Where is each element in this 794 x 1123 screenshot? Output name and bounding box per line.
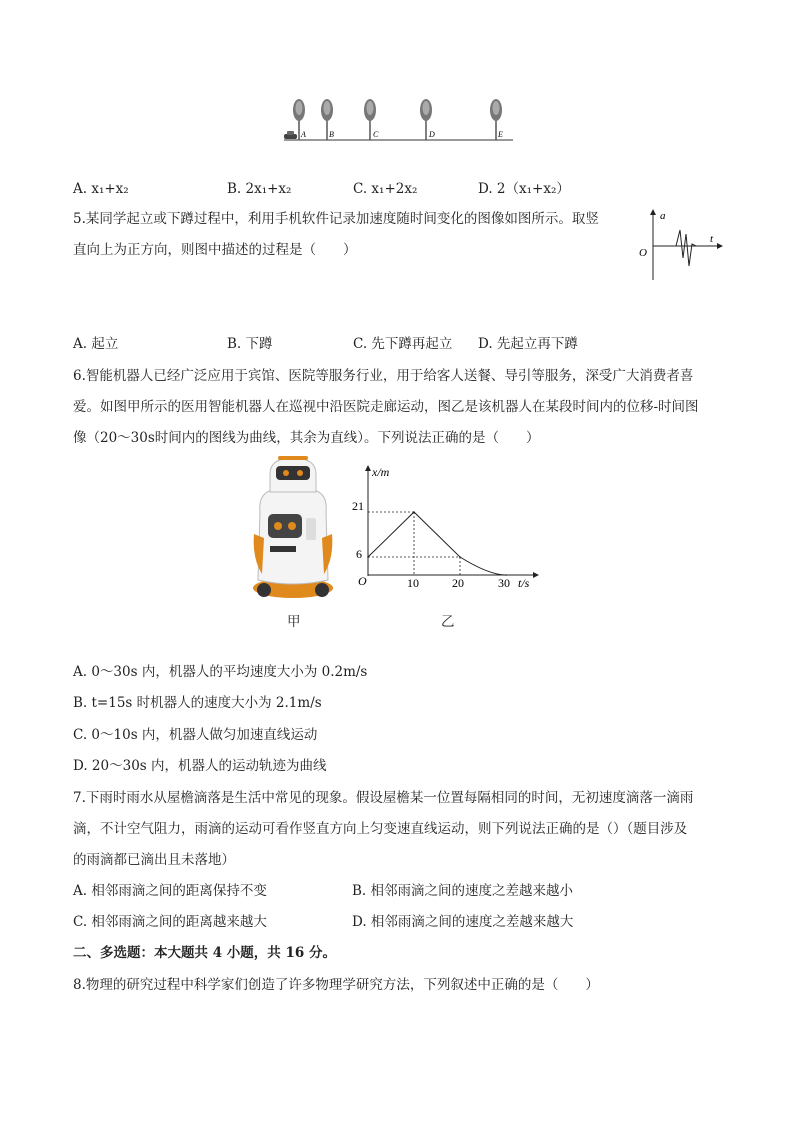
q5-option-a: A. 起立 [73, 336, 119, 352]
xt-x-axis-label: t/s [518, 576, 530, 590]
q7-option-d: D. 相邻雨滴之间的速度之差越来越大 [352, 914, 574, 930]
q6-stem-line1: 6.智能机器人已经广泛应用于宾馆、医院等服务行业，用于给客人送餐、导引等服务，深受广大消费者喜 [73, 368, 694, 384]
q7-stem-line2: 滴，不计空气阻力，雨滴的运动可看作竖直方向上匀变速直线运动，则下列说法正确的是（）（题目涉及 [73, 821, 688, 837]
q6-option-a: A. 0～30s 内，机器人的平均速度大小为 0.2m/s [73, 664, 368, 680]
q4-option-b: B. 2x₁+x₂ [227, 181, 292, 197]
q5-origin-label: O [639, 247, 647, 259]
xt-xtick-20: 20 [452, 576, 464, 590]
tree-label-d: D [429, 130, 435, 139]
q5-option-d: D. 先起立再下蹲 [478, 336, 578, 352]
xt-xtick-30: 30 [498, 576, 510, 590]
xt-xtick-10: 10 [407, 576, 419, 590]
q4-option-c: C. x₁+2x₂ [353, 181, 418, 197]
q5-a-label: a [660, 210, 666, 222]
xt-point-2 [459, 556, 461, 558]
q7-option-c: C. 相邻雨滴之间的距离越来越大 [73, 914, 267, 930]
q5-option-b: B. 下蹲 [227, 336, 273, 352]
xt-point-3 [505, 574, 507, 576]
q6-xt-graph [346, 460, 546, 592]
q4-option-a: A. x₁+x₂ [73, 181, 129, 197]
tree-label-e: E [498, 130, 503, 139]
section2-title: 二、多选题：本大题共 4 小题，共 16 分。 [73, 945, 336, 961]
xt-origin-label: O [358, 574, 367, 588]
q7-option-b: B. 相邻雨滴之间的速度之差越来越小 [352, 883, 574, 899]
xt-point-0 [367, 556, 369, 558]
q6-option-d: D. 20～30s 内，机器人的运动轨迹为曲线 [73, 758, 327, 774]
caption-jia: 甲 [287, 614, 301, 630]
xt-point-1 [413, 511, 415, 513]
tree-label-a: A [301, 130, 306, 139]
caption-yi: 乙 [441, 614, 455, 630]
q6-option-c: C. 0～10s 内，机器人做匀加速直线运动 [73, 727, 318, 743]
xt-ytick-21: 21 [352, 499, 364, 513]
q7-stem-line3: 的雨滴都已滴出且未落地） [73, 852, 235, 868]
xt-y-axis-label: x/m [372, 465, 390, 479]
xt-ytick-6: 6 [356, 547, 362, 561]
robot-image [250, 454, 336, 602]
q7-stem-line1: 7.下雨时雨水从屋檐滴落是生活中常见的现象。假设屋檐某一位置每隔相同的时间，无初速度滴落一滴雨 [73, 790, 694, 806]
car-icon [284, 131, 297, 139]
q8-stem-line1: 8.物理的研究过程中科学家们创造了许多物理学研究方法，下列叙述中正确的是（ ） [73, 977, 599, 993]
q5-stem-line1: 5.某同学起立或下蹲过程中，利用手机软件记录加速度随时间变化的图像如图所示。取竖 [73, 211, 599, 227]
q6-option-b: B. t=15s 时机器人的速度大小为 2.1m/s [73, 695, 322, 711]
trees-figure [278, 96, 518, 148]
q5-stem-line2: 直向上为正方向，则图中描述的过程是（ ） [73, 242, 357, 258]
q7-option-a: A. 相邻雨滴之间的距离保持不变 [73, 883, 267, 899]
q5-option-c: C. 先下蹲再起立 [353, 336, 453, 352]
q5-acceleration-graph [636, 206, 726, 284]
tree-label-b: B [329, 130, 334, 139]
tree-label-c: C [373, 130, 379, 139]
q4-option-d: D. 2（x₁+x₂） [478, 181, 570, 197]
q6-stem-line3: 像（20～30s时间内的图线为曲线，其余为直线）。下列说法正确的是（ ） [73, 430, 540, 446]
q6-stem-line2: 爱。如图甲所示的医用智能机器人在巡视中沿医院走廊运动，图乙是该机器人在某段时间内的位移-时间图 [73, 399, 699, 415]
q5-t-label: t [710, 233, 714, 245]
xt-series-line [368, 512, 506, 575]
